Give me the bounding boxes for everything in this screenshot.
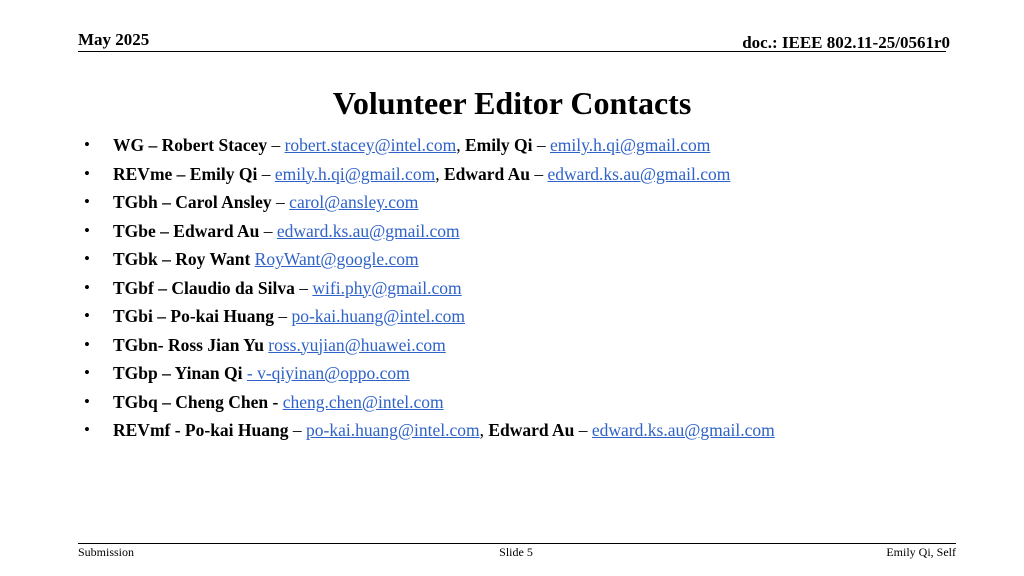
contact-separator: – xyxy=(294,277,313,298)
contact-item-tgbn xyxy=(84,331,775,360)
contact-separator: , xyxy=(479,420,489,440)
contact-label: TGbe – Edward Au xyxy=(113,220,260,241)
contact-separator: , xyxy=(435,163,444,184)
contact-separator: – xyxy=(273,306,292,326)
email-link[interactable]: cheng.chen@intel.com xyxy=(282,391,444,412)
contact-secondary-name: Edward Au xyxy=(443,163,531,184)
bullet-icon: • xyxy=(84,249,90,268)
email-link-secondary[interactable]: edward.ks.au@gmail.com xyxy=(547,163,731,184)
contact-label: REVmf - Po-kai Huang xyxy=(113,420,289,440)
email-link[interactable]: carol@ansley.com xyxy=(289,192,419,212)
contact-secondary-name: Emily Qi xyxy=(464,135,533,155)
email-link[interactable]: po-kai.huang@intel.com xyxy=(306,420,480,440)
bullet-icon: • xyxy=(84,277,90,297)
contact-item-tgbe xyxy=(84,217,775,246)
slide-title: Volunteer Editor Contacts xyxy=(332,85,692,121)
contact-separator: – xyxy=(288,420,306,440)
contact-separator: – xyxy=(257,163,275,184)
bullet-icon: • xyxy=(84,306,90,325)
header-divider xyxy=(78,51,946,52)
email-link[interactable]: po-kai.huang@intel.com xyxy=(291,306,466,326)
contact-separator: – xyxy=(271,192,290,212)
contact-label: TGbh – Carol Ansley xyxy=(113,192,272,212)
contact-list xyxy=(84,131,775,445)
contact-label: TGbq – Cheng Chen - xyxy=(113,391,279,412)
footer-divider xyxy=(78,543,956,544)
bullet-icon: • xyxy=(84,220,90,240)
contact-item-tgbf xyxy=(84,274,775,303)
email-link[interactable]: wifi.phy@gmail.com xyxy=(312,277,462,298)
contact-label: TGbf – Claudio da Silva xyxy=(113,277,295,298)
contact-item-tgbh xyxy=(84,188,775,217)
contact-label: TGbk – Roy Want xyxy=(113,249,251,269)
email-link[interactable]: robert.stacey@intel.com xyxy=(284,135,457,155)
contact-label: TGbi – Po-kai Huang xyxy=(113,306,274,326)
footer-author: Emily Qi, Self xyxy=(886,545,956,559)
contact-secondary-name: Edward Au xyxy=(488,420,575,440)
contact-item-wg xyxy=(84,131,775,160)
bullet-icon: • xyxy=(84,163,90,183)
bullet-icon: • xyxy=(84,334,90,354)
bullet-icon: • xyxy=(84,192,90,211)
contact-item-tgbp xyxy=(84,359,775,388)
bullet-icon: • xyxy=(84,363,90,382)
bullet-icon: • xyxy=(84,135,90,154)
email-link[interactable]: edward.ks.au@gmail.com xyxy=(276,220,460,241)
contact-separator: , xyxy=(456,135,465,155)
document-id: doc.: IEEE 802.11-25/0561r0 xyxy=(742,33,950,52)
email-link[interactable]: emily.h.qi@gmail.com xyxy=(274,163,436,184)
email-link-secondary[interactable]: edward.ks.au@gmail.com xyxy=(591,420,775,440)
email-link[interactable]: RoyWant@google.com xyxy=(254,249,419,269)
footer-slide-number: Slide 5 xyxy=(499,545,533,559)
contact-item-tgbi xyxy=(84,302,775,331)
contact-separator: – xyxy=(574,420,592,440)
contact-label: WG – Robert Stacey xyxy=(113,135,268,155)
contact-label: TGbn- Ross Jian Yu xyxy=(113,334,264,355)
contact-item-tgbk xyxy=(84,245,775,274)
contact-separator: – xyxy=(530,163,548,184)
contact-label: TGbp – Yinan Qi xyxy=(113,363,243,383)
contact-separator: – xyxy=(532,135,551,155)
contact-separator: – xyxy=(267,135,285,155)
contact-item-revme xyxy=(84,160,775,189)
slide-date: May 2025 xyxy=(78,30,150,49)
footer-submission: Submission xyxy=(78,545,135,559)
email-link-secondary[interactable]: emily.h.qi@gmail.com xyxy=(550,135,711,155)
email-link[interactable]: - v-qiyinan@oppo.com xyxy=(246,363,410,383)
bullet-icon: • xyxy=(84,420,90,439)
email-link[interactable]: ross.yujian@huawei.com xyxy=(268,334,446,355)
contact-separator: – xyxy=(259,220,277,241)
contact-label: REVme – Emily Qi xyxy=(113,163,258,184)
contact-item-revmf xyxy=(84,416,775,445)
bullet-icon: • xyxy=(84,391,90,411)
contact-item-tgbq xyxy=(84,388,775,417)
